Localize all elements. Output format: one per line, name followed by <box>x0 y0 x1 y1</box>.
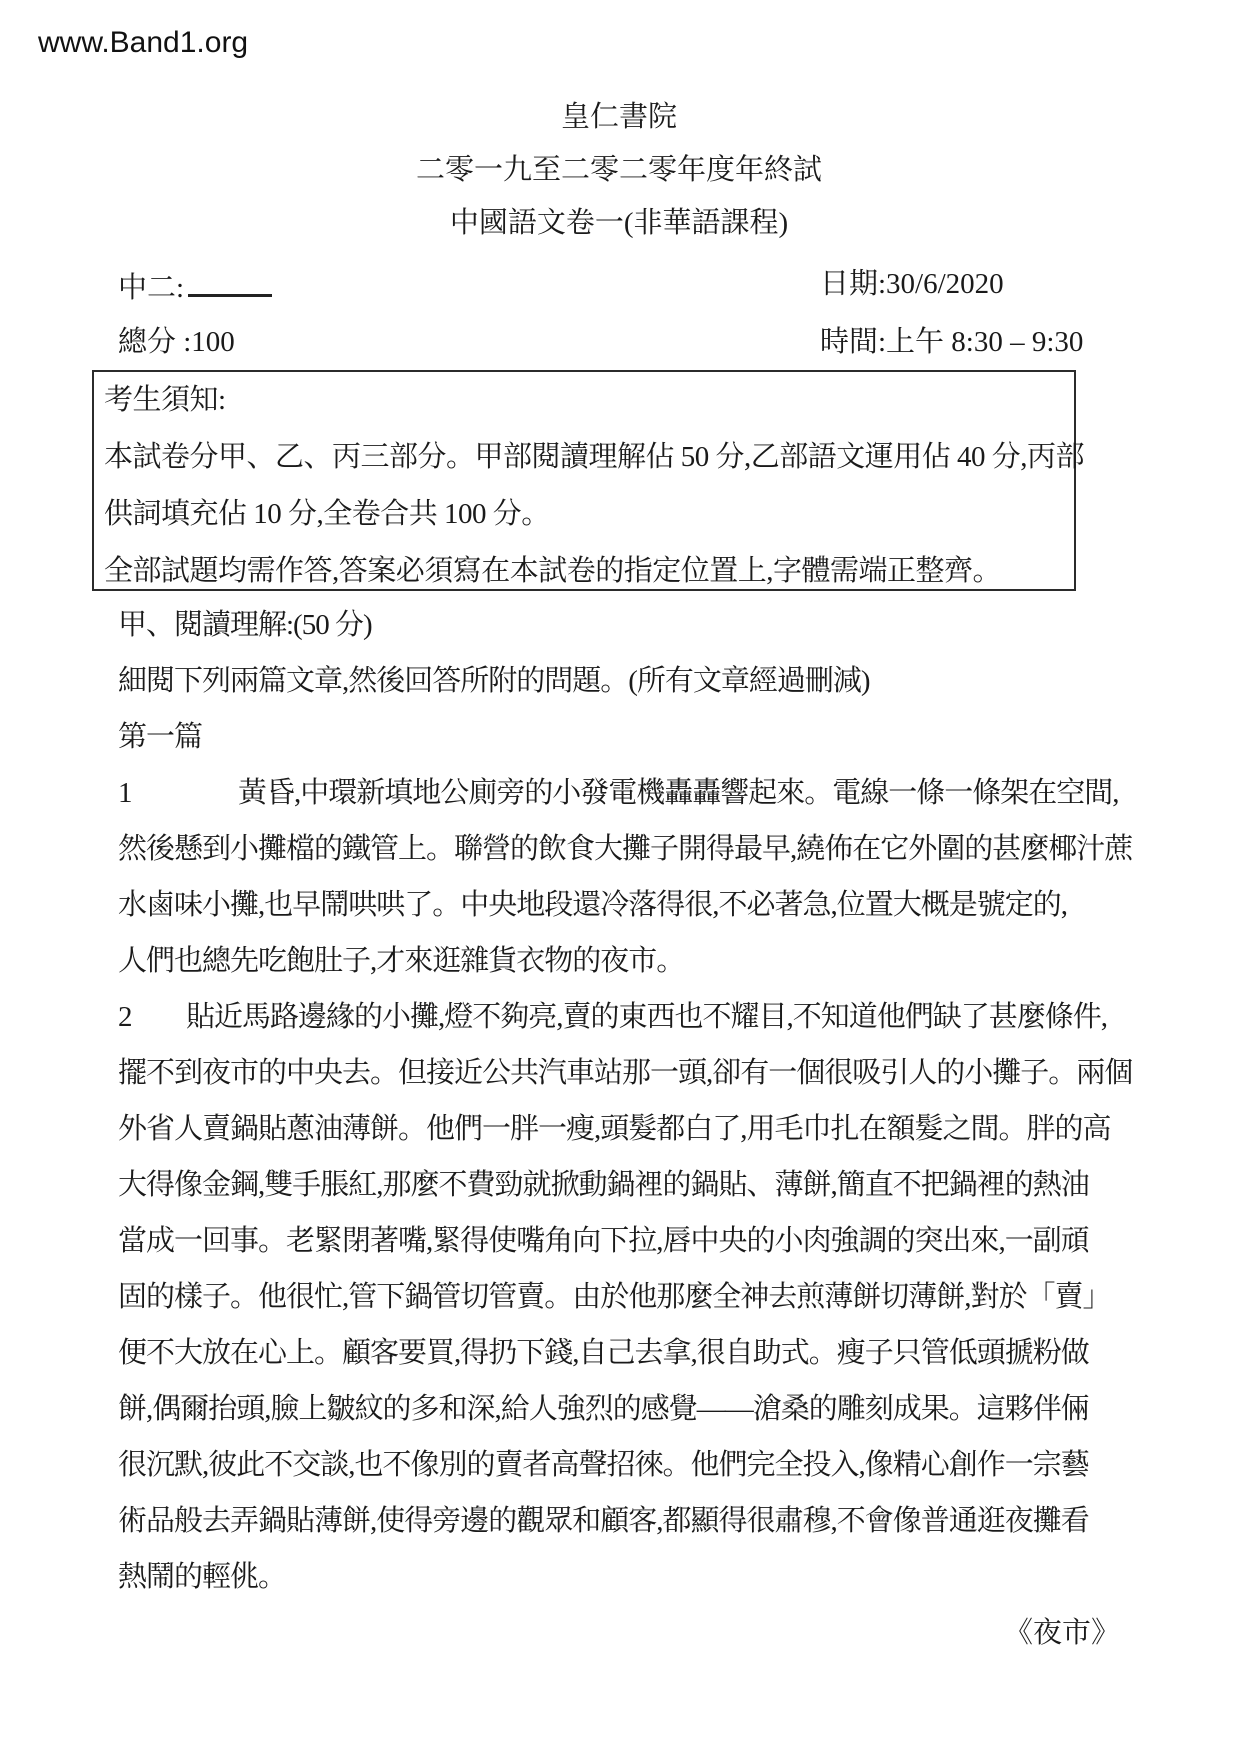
paragraph-2-line: 熱鬧的輕佻。 <box>118 1561 287 1593</box>
date-field: 日期:30/6/2020 <box>820 268 1004 300</box>
paragraph-2-line: 很沉默,彼此不交談,也不像別的賣者高聲招徠。他們完全投入,像精心創作一宗藝 <box>118 1449 1089 1481</box>
class-blank-line <box>188 264 272 297</box>
paragraph-2-line: 擺不到夜市的中央去。但接近公共汽車站那一頭,卻有一個很吸引人的小攤子。兩個 <box>118 1057 1133 1089</box>
passage-source-title: 《夜市》 <box>1003 1617 1120 1649</box>
paragraph-2-line: 當成一回事。老緊閉著嘴,緊得使嘴角向下拉,唇中央的小肉強調的突出來,一副頑 <box>118 1225 1089 1257</box>
paragraph-2-line: 外省人賣鍋貼蔥油薄餅。他們一胖一瘦,頭髮都白了,用毛巾扎在額髮之間。胖的高 <box>118 1113 1111 1145</box>
passage-label: 第一篇 <box>118 721 203 753</box>
paragraph-1-line: 1 黃昏,中環新填地公廁旁的小發電機轟轟響起來。電線一條一條架在空間, <box>118 765 1120 821</box>
notice-line: 供詞填充佔 10 分,全卷合共 100 分。 <box>104 498 550 530</box>
paragraph-2-number: 2 <box>118 1001 133 1033</box>
total-marks-field: 總分 :100 <box>118 326 235 358</box>
time-field: 時間:上午 8:30 – 9:30 <box>820 326 1084 358</box>
info-row-total-time <box>118 322 1120 362</box>
school-name: 皇仁書院 <box>560 101 677 133</box>
notice-heading: 考生須知: <box>104 384 226 416</box>
paragraph-1-line: 然後懸到小攤檔的鐵管上。聯營的飲食大攤子開得最早,繞佈在它外圍的甚麼椰汁蔗 <box>118 833 1133 865</box>
section-instruction: 細閱下列兩篇文章,然後回答所附的問題。(所有文章經過刪減) <box>118 665 870 697</box>
paragraph-2-line: 大得像金鋼,雙手脹紅,那麼不費勁就掀動鍋裡的鍋貼、薄餅,簡直不把鍋裡的熱油 <box>118 1169 1089 1201</box>
paragraph-2-line: 便不大放在心上。顧客要買,得扔下錢,自己去拿,很自助式。瘦子只管低頭搋粉做 <box>118 1337 1089 1369</box>
paragraph-2-line: 固的樣子。他很忙,管下鍋管切管賣。由於他那麼全神去煎薄餅切薄餅,對於「賣」 <box>118 1281 1111 1313</box>
notice-line: 本試卷分甲、乙、丙三部分。甲部閱讀理解佔 50 分,乙部語文運用佔 40 分,丙部 <box>104 441 1085 473</box>
paragraph-1-line: 水鹵味小攤,也早鬧哄哄了。中央地段還冷落得很,不必著急,位置大概是號定的, <box>118 889 1068 921</box>
passage-body <box>118 597 1133 1661</box>
paragraph-1-line: 人們也總先吃飽肚子,才來逛雜貨衣物的夜市。 <box>118 945 685 977</box>
notice-line: 全部試題均需作答,答案必須寫在本試卷的指定位置上,字體需端正整齊。 <box>104 555 1002 587</box>
section-heading: 甲、閱讀理解:(50 分) <box>118 609 372 641</box>
paragraph-1-number: 1 <box>118 777 133 809</box>
exam-year-title: 二零一九至二零二零年度年終試 <box>415 154 822 186</box>
candidate-notice-box <box>92 370 1085 591</box>
class-field <box>118 264 272 308</box>
info-row-class-date <box>118 264 1120 304</box>
paper-title: 中國語文卷一(非華語課程) <box>449 207 789 239</box>
paragraph-2-line: 術品般去弄鍋貼薄餅,使得旁邊的觀眾和顧客,都顯得很肅穆,不會像普通逛夜攤看 <box>118 1505 1089 1537</box>
paragraph-2-line: 餅,偶爾抬頭,臉上皺紋的多和深,給人強烈的感覺——滄桑的雕刻成果。這夥伴倆 <box>118 1393 1089 1425</box>
paragraph-2-line: 2 貼近馬路邊緣的小攤,燈不夠亮,賣的東西也不耀目,不知道他們缺了甚麼條件, <box>118 989 1120 1045</box>
watermark-url: www.Band1.org <box>38 26 249 59</box>
title-block <box>118 97 1120 256</box>
class-label: 中二: <box>118 272 185 304</box>
